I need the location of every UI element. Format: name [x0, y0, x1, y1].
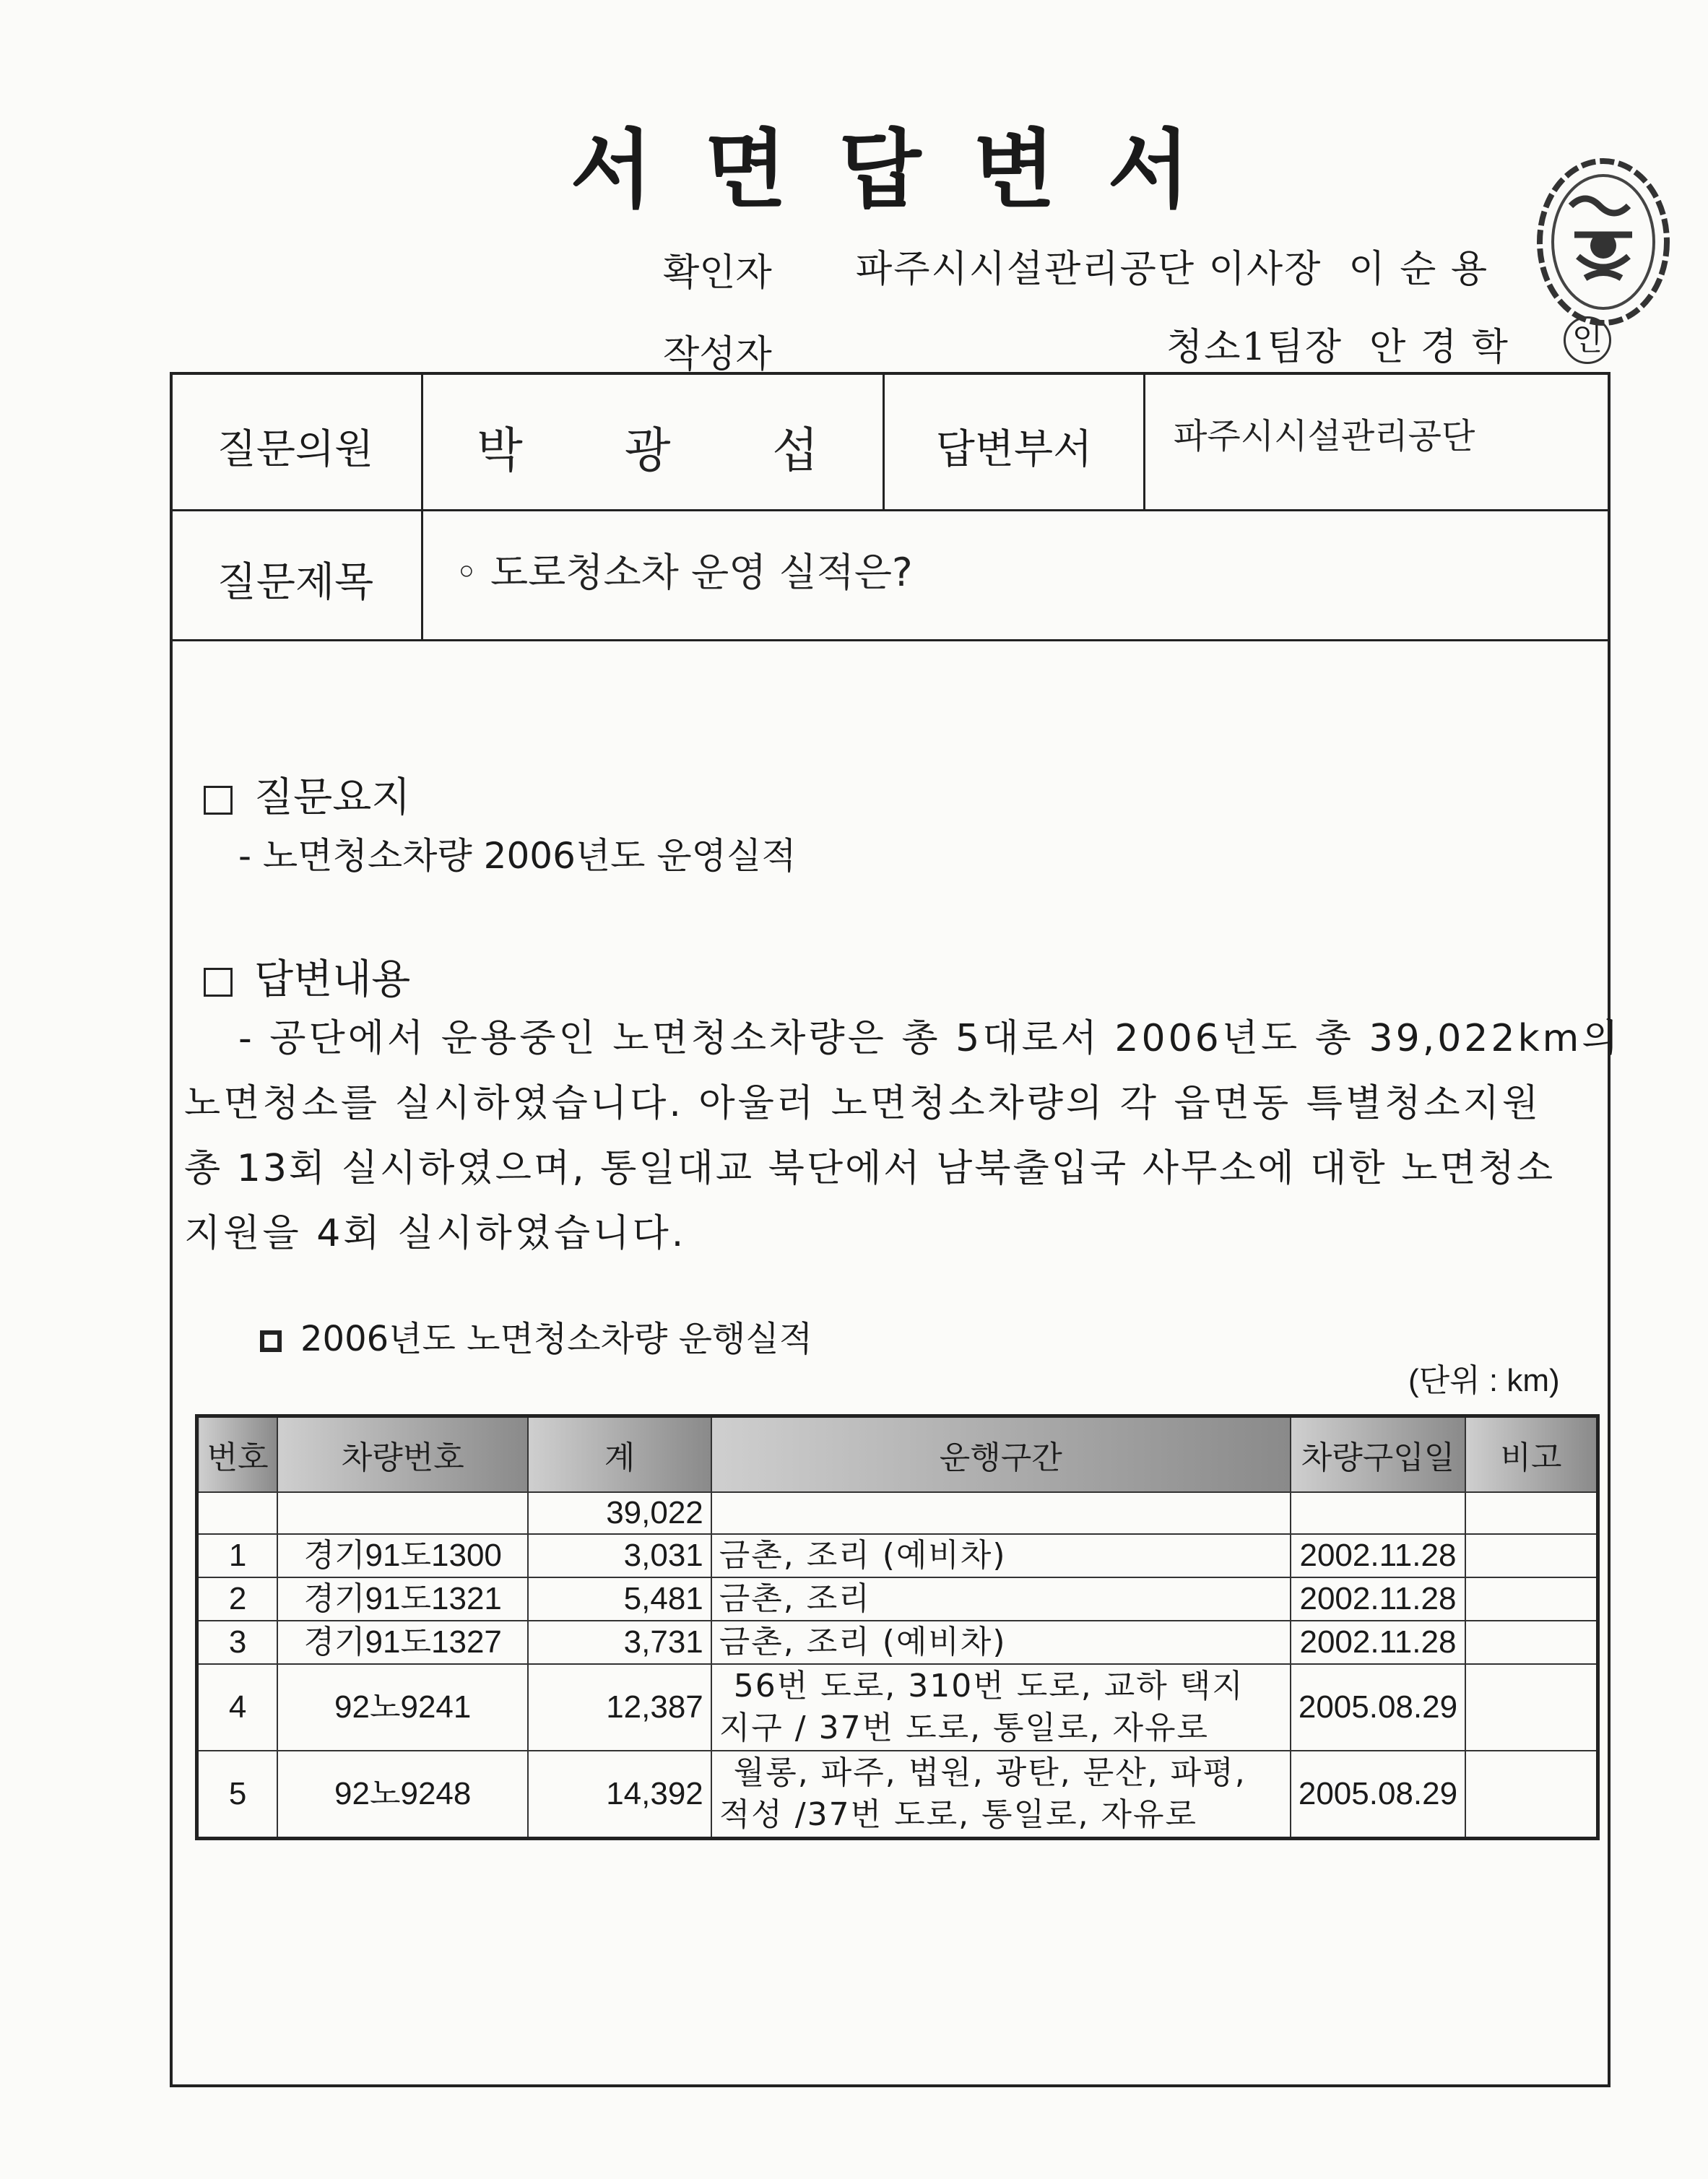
row-remark	[1465, 1751, 1598, 1839]
row-route: 금촌, 조리 (예비차)	[711, 1534, 1291, 1577]
row-km: 3,031	[528, 1534, 711, 1577]
checkbox-icon	[204, 968, 233, 997]
row-date: 2005.08.29	[1291, 1751, 1465, 1839]
row-remark	[1465, 1534, 1598, 1577]
row-date: 2002.11.28	[1291, 1577, 1465, 1621]
col-header-route: 운행구간	[711, 1416, 1291, 1493]
table-row	[197, 1664, 1598, 1751]
total-row	[197, 1492, 1598, 1534]
answer-line: 노면청소를 실시하였습니다. 아울러 노면청소차량의 각 읍면동 특별청소지원	[184, 1082, 1542, 1125]
col-header-number: 번호	[197, 1416, 278, 1493]
route-line-1: 월롱, 파주, 법원, 광탄, 문산, 파평,	[733, 1754, 1247, 1791]
official-seal-stamp	[1535, 155, 1672, 329]
row-date: 2002.11.28	[1291, 1534, 1465, 1577]
summary-section	[204, 766, 410, 823]
vehicle-operation-table	[195, 1414, 1600, 1840]
summary-text: - 노면청소차량 2006년도 운영실적	[238, 835, 797, 877]
confirmer-value: 파주시시설관리공단 이사장 이 순 용	[856, 248, 1489, 291]
row-plate: 경기91도1327	[277, 1621, 528, 1664]
total-km: 39,022	[528, 1492, 711, 1534]
row-plate: 경기91도1321	[277, 1577, 528, 1621]
summary-heading: 질문요지	[254, 774, 411, 821]
col-header-plate: 차량번호	[277, 1416, 528, 1493]
row-number: 4	[197, 1664, 278, 1751]
checkbox-icon	[260, 1330, 282, 1352]
row-route	[711, 1751, 1291, 1839]
table-row	[197, 1577, 1598, 1621]
subject-value: ◦ 도로청소차 운영 실적은?	[455, 550, 913, 595]
seal-mark: 인	[1564, 316, 1611, 364]
row-km: 3,731	[528, 1621, 711, 1664]
writer-label: 작성자	[663, 333, 772, 376]
col-header-remark: 비고	[1465, 1416, 1598, 1493]
row-remark	[1465, 1664, 1598, 1751]
table-row	[197, 1534, 1598, 1577]
table-title: 2006년도 노면청소차량 운행실적	[300, 1319, 813, 1359]
checkbox-icon	[204, 786, 233, 815]
row-plate: 경기91도1300	[277, 1534, 528, 1577]
row-km: 12,387	[528, 1664, 711, 1751]
answer-section	[204, 948, 410, 1005]
table-unit: (단위 : km)	[1408, 1363, 1560, 1398]
member-value: 박 광 섭	[477, 423, 862, 478]
row-plate: 92노9241	[277, 1664, 528, 1751]
answer-line: 지원을 4회 실시하였습니다.	[184, 1212, 687, 1255]
col-header-purchase-date: 차량구입일	[1291, 1416, 1465, 1493]
row-plate: 92노9248	[277, 1751, 528, 1839]
confirmer-label: 확인자	[663, 251, 772, 295]
table-header-row	[197, 1416, 1598, 1493]
table-row	[197, 1621, 1598, 1664]
subject-label: 질문제목	[217, 559, 374, 606]
writer-value: 청소1팀장 안 경 학	[1166, 326, 1509, 369]
row-route: 금촌, 조리 (예비차)	[711, 1621, 1291, 1664]
answer-line: - 공단에서 운용중인 노면청소차량은 총 5대로서 2006년도 총 39,022km의	[238, 1017, 1621, 1060]
route-line-1: 56번 도로, 310번 도로, 교하 택지	[733, 1668, 1244, 1704]
col-header-total: 계	[528, 1416, 711, 1493]
row-date: 2005.08.29	[1291, 1664, 1465, 1751]
row-route: 금촌, 조리	[711, 1577, 1291, 1621]
table-title-wrap	[260, 1311, 812, 1361]
row-number: 5	[197, 1751, 278, 1839]
row-remark	[1465, 1577, 1598, 1621]
row-route	[711, 1664, 1291, 1751]
row-remark	[1465, 1621, 1598, 1664]
row-number: 2	[197, 1577, 278, 1621]
route-line-2: 지구 / 37번 도로, 통일로, 자유로	[719, 1710, 1210, 1746]
row-number: 1	[197, 1534, 278, 1577]
dept-label: 답변부서	[935, 426, 1093, 473]
row-km: 14,392	[528, 1751, 711, 1839]
table-row	[197, 1751, 1598, 1839]
route-line-2: 적성 /37번 도로, 통일로, 자유로	[719, 1796, 1198, 1833]
page-title: 서면답변서	[570, 119, 1242, 220]
dept-value: 파주시시설관리공단	[1174, 416, 1475, 456]
answer-line: 총 13회 실시하였으며, 통일대교 북단에서 남북출입국 사무소에 대한 노면청소	[184, 1147, 1556, 1190]
row-number: 3	[197, 1621, 278, 1664]
member-label: 질문의원	[217, 426, 374, 473]
row-date: 2002.11.28	[1291, 1621, 1465, 1664]
row-km: 5,481	[528, 1577, 711, 1621]
answer-heading: 답변내용	[254, 956, 411, 1003]
